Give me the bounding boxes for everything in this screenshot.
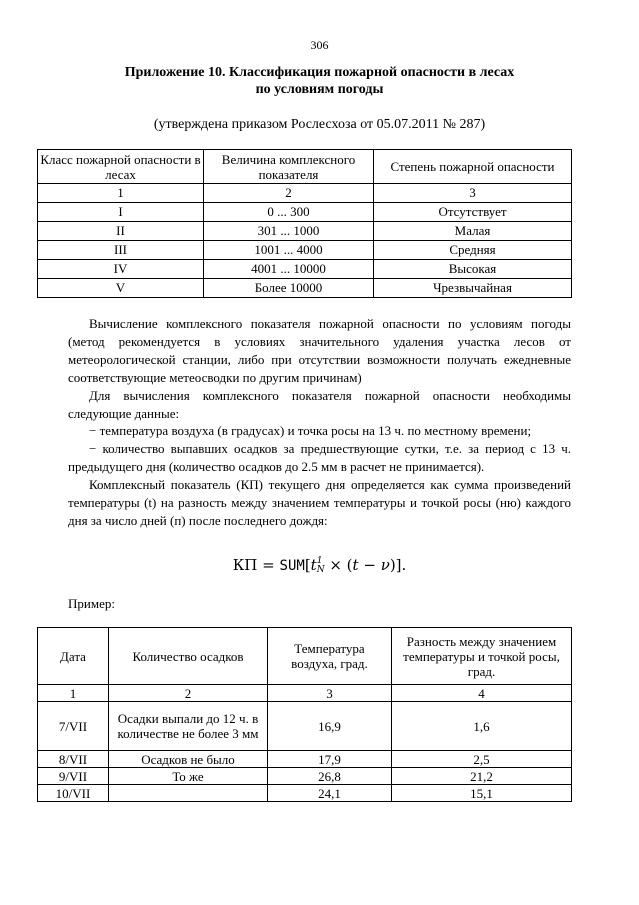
table-cell: 1 [38, 685, 109, 702]
table-cell: 1001 ... 4000 [204, 241, 374, 260]
table-cell: V [38, 279, 204, 298]
list-item: − температура воздуха (в градусах) и точка росы на 13 ч. по местному времени; [89, 423, 532, 439]
header-cell: Количество осадков [109, 628, 268, 685]
table-cell: 21,2 [392, 768, 572, 785]
table-numbering-row [38, 685, 572, 702]
table-cell: 1,6 [392, 702, 572, 751]
table-cell: 301 ... 1000 [204, 222, 374, 241]
title-line-1: Приложение 10. Классификация пожарной опасности в лесах [124, 65, 515, 80]
table-row [38, 260, 572, 279]
formula-bracket: [ [304, 556, 311, 574]
header-cell: Температура воздуха, град. [268, 628, 392, 685]
table-cell: 4 [392, 685, 572, 702]
table-cell: Высокая [374, 260, 572, 279]
table-cell: 2 [109, 685, 268, 702]
formula-times: × ( [324, 556, 353, 574]
table-cell: 15,1 [392, 785, 572, 802]
table-row [38, 702, 572, 751]
paragraph: Для вычисления комплексного показателя пожарной опасности необходимы следующие данные: [68, 387, 571, 421]
table-cell: Малая [374, 222, 572, 241]
table-cell [109, 785, 268, 802]
formula-var-t2: t [352, 556, 359, 574]
paragraph: Комплексный показатель (КП) текущего дня определяется как сумма произведений температуры (t) на разность между значением температуры и точкой росы (ню) каждого дня за число дней (п) после последнего дождя: [68, 477, 571, 528]
table-cell: 2,5 [392, 751, 572, 768]
table-cell: 1 [38, 184, 204, 203]
formula-function: SUM [279, 558, 305, 574]
table-cell: 4001 ... 10000 [204, 260, 374, 279]
table-cell: 17,9 [268, 751, 392, 768]
table-row [38, 751, 572, 768]
table-cell: 8/VII [38, 751, 109, 768]
header-cell: Степень пожарной опасности [374, 150, 572, 184]
table-cell: II [38, 222, 204, 241]
header-cell: Дата [38, 628, 109, 685]
formula-eq: = [257, 556, 280, 574]
paragraph: Вычисление комплексного показателя пожарной опасности по условиям погоды (метод рекомендуется в условиях значительного удаления участка лесов от метеорологической станции, либо при отсутствии возможности получать ежедневные соответствующие метеосводки по другим причинам) [68, 316, 571, 385]
table-header-row [38, 150, 572, 184]
formula [0, 556, 639, 575]
table-cell: 10/VII [38, 785, 109, 802]
approval-note: (утверждена приказом Рослесхоза от 05.07.2011 № 287) [153, 117, 486, 132]
table-cell: 2 [204, 184, 374, 203]
table-cell: IV [38, 260, 204, 279]
table-cell: 16,9 [268, 702, 392, 751]
example-label: Пример: [68, 596, 115, 611]
table-cell: 7/VII [38, 702, 109, 751]
title-line-2: по условиям погоды [255, 82, 384, 97]
table-cell: 3 [268, 685, 392, 702]
document-title [60, 64, 579, 98]
formula-subscript: N [316, 565, 325, 575]
table-cell: 3 [374, 184, 572, 203]
formula-lhs: КП [232, 556, 258, 574]
table-cell: 26,8 [268, 768, 392, 785]
fire-danger-classification-table [37, 149, 572, 298]
list-item: − количество выпавших осадков за предшествующие сутки, т.е. за период с 13 ч. предыдущего дня (количество осадков до 2.5 мм в расчет не принимается). [68, 441, 571, 475]
table-numbering-row [38, 184, 572, 203]
example-table [37, 627, 572, 802]
page-number: 306 [310, 38, 329, 52]
table-cell: Средняя [374, 241, 572, 260]
table-cell: Осадков не было [109, 751, 268, 768]
table-row [38, 203, 572, 222]
table-cell: I [38, 203, 204, 222]
table-cell: Отсутствует [374, 203, 572, 222]
formula-var-nu: ν [380, 556, 390, 574]
header-cell: Класс пожарной опасности в лесах [38, 150, 204, 184]
formula-minus: − [358, 556, 381, 574]
table-cell: Более 10000 [204, 279, 374, 298]
table-cell: Осадки выпали до 12 ч. в количестве не более 3 мм [109, 702, 268, 751]
table-cell: Чрезвычайная [374, 279, 572, 298]
table-cell: То же [109, 768, 268, 785]
header-cell: Разность между значением температуры и точкой росы, град. [392, 628, 572, 685]
formula-var-t: t [310, 556, 317, 574]
header-cell: Величина комплексного показателя [204, 150, 374, 184]
table-cell: 24,1 [268, 785, 392, 802]
formula-close: )]. [389, 556, 407, 574]
formula-indices [317, 557, 325, 575]
table-row [38, 768, 572, 785]
table-cell: 0 ... 300 [204, 203, 374, 222]
table-cell: III [38, 241, 204, 260]
table-row [38, 279, 572, 298]
table-row [38, 241, 572, 260]
table-row [38, 222, 572, 241]
table-cell: 9/VII [38, 768, 109, 785]
formula-superscript: 1 [316, 556, 323, 566]
table-header-row [38, 628, 572, 685]
body-text [68, 315, 571, 530]
table-row [38, 785, 572, 802]
